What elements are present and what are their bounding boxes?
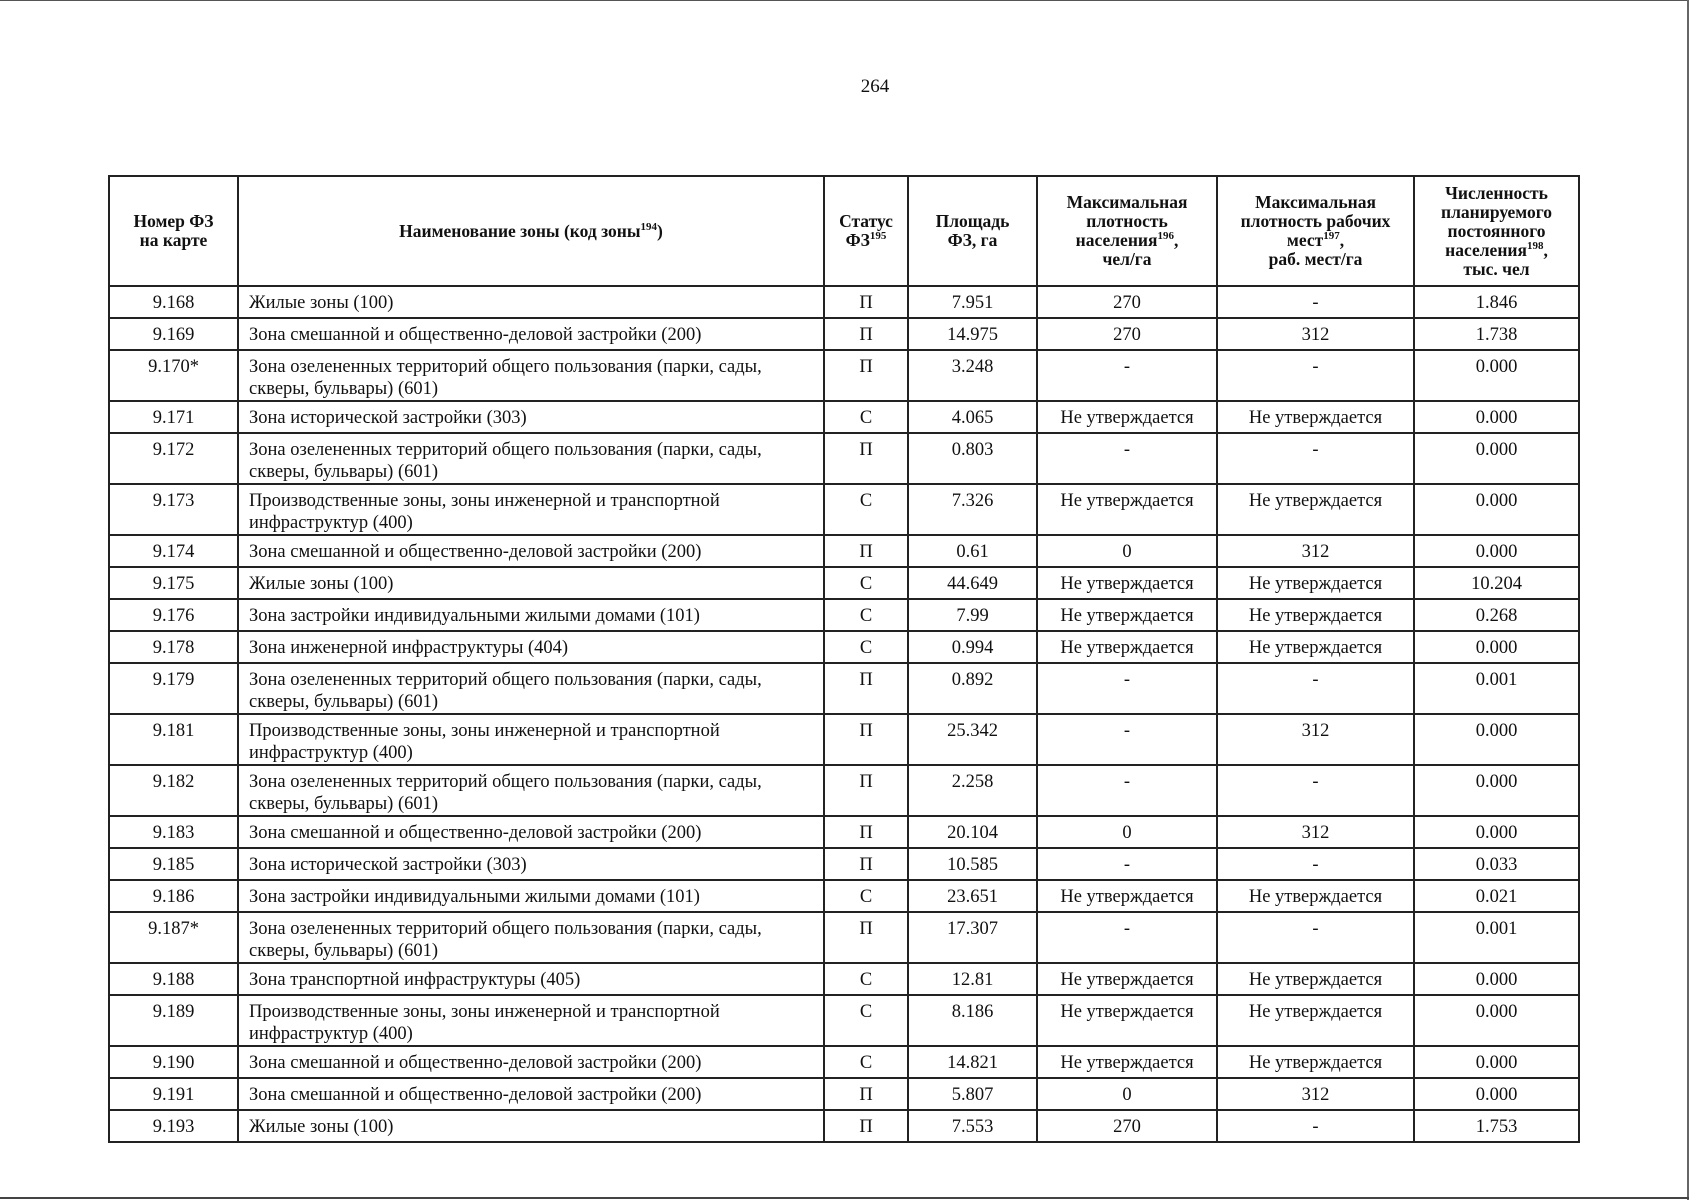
zone-number: 9.190	[109, 1046, 238, 1078]
planned-population: 1.753	[1414, 1110, 1579, 1142]
population-density: Не утверждается	[1037, 631, 1217, 663]
zone-status: П	[824, 535, 908, 567]
zone-name: Жилые зоны (100)	[238, 1110, 824, 1142]
zone-number: 9.172	[109, 433, 238, 484]
zone-status: П	[824, 714, 908, 765]
planned-population: 0.268	[1414, 599, 1579, 631]
population-density: Не утверждается	[1037, 599, 1217, 631]
population-density: Не утверждается	[1037, 963, 1217, 995]
planned-population: 0.000	[1414, 631, 1579, 663]
table-row	[109, 1110, 1579, 1142]
planned-population: 0.021	[1414, 880, 1579, 912]
zone-name: Жилые зоны (100)	[238, 286, 824, 318]
table-row	[109, 1078, 1579, 1110]
workplace-density: -	[1217, 286, 1414, 318]
table-row	[109, 714, 1579, 765]
zone-name: Зона смешанной и общественно-деловой застройки (200)	[238, 1046, 824, 1078]
zone-status: П	[824, 816, 908, 848]
header-zone-status: Статус ФЗ$^{195}$	[824, 176, 908, 286]
zone-name: Производственные зоны, зоны инженерной и транспортной инфраструктур (400)	[238, 995, 824, 1046]
zone-number: 9.188	[109, 963, 238, 995]
planned-population: 0.000	[1414, 484, 1579, 535]
table-row	[109, 995, 1579, 1046]
population-density: Не утверждается	[1037, 1046, 1217, 1078]
table-row	[109, 401, 1579, 433]
page-number: 264	[860, 76, 890, 97]
population-density: -	[1037, 714, 1217, 765]
zone-status: П	[824, 912, 908, 963]
zone-number: 9.182	[109, 765, 238, 816]
zone-number: 9.185	[109, 848, 238, 880]
planned-population: 0.000	[1414, 963, 1579, 995]
zone-number: 9.183	[109, 816, 238, 848]
planned-population: 0.000	[1414, 816, 1579, 848]
zone-name: Зона исторической застройки (303)	[238, 848, 824, 880]
population-density: -	[1037, 848, 1217, 880]
workplace-density: 312	[1217, 1078, 1414, 1110]
zone-area: 17.307	[908, 912, 1037, 963]
zone-area: 12.81	[908, 963, 1037, 995]
zone-name: Зона озелененных территорий общего пользования (парки, сады, скверы, бульвары) (601)	[238, 663, 824, 714]
zone-status: С	[824, 484, 908, 535]
zone-status: С	[824, 1046, 908, 1078]
zone-status: П	[824, 350, 908, 401]
workplace-density: Не утверждается	[1217, 401, 1414, 433]
zone-number: 9.169	[109, 318, 238, 350]
population-density: Не утверждается	[1037, 880, 1217, 912]
planned-population: 0.000	[1414, 1046, 1579, 1078]
workplace-density: Не утверждается	[1217, 631, 1414, 663]
zone-number: 9.181	[109, 714, 238, 765]
planned-population: 0.000	[1414, 1078, 1579, 1110]
zone-name: Зона транспортной инфраструктуры (405)	[238, 963, 824, 995]
population-density: Не утверждается	[1037, 995, 1217, 1046]
zone-area: 8.186	[908, 995, 1037, 1046]
workplace-density: Не утверждается	[1217, 963, 1414, 995]
population-density: 270	[1037, 1110, 1217, 1142]
zone-area: 7.951	[908, 286, 1037, 318]
table-row	[109, 535, 1579, 567]
planned-population: 10.204	[1414, 567, 1579, 599]
zone-area: 14.975	[908, 318, 1037, 350]
population-density: -	[1037, 912, 1217, 963]
zone-area: 2.258	[908, 765, 1037, 816]
table-row	[109, 631, 1579, 663]
zone-area: 0.994	[908, 631, 1037, 663]
workplace-density: Не утверждается	[1217, 484, 1414, 535]
zone-area: 0.892	[908, 663, 1037, 714]
zone-status: С	[824, 963, 908, 995]
population-density: 270	[1037, 318, 1217, 350]
table-header	[109, 176, 1579, 286]
zone-number: 9.171	[109, 401, 238, 433]
zone-name: Зона исторической застройки (303)	[238, 401, 824, 433]
zone-area: 20.104	[908, 816, 1037, 848]
zone-status: С	[824, 567, 908, 599]
planned-population: 1.846	[1414, 286, 1579, 318]
zone-name: Жилые зоны (100)	[238, 567, 824, 599]
zone-name: Зона смешанной и общественно-деловой застройки (200)	[238, 318, 824, 350]
header-workplace-density: Максимальная плотность рабочих мест$^{197}$, раб. мест/га	[1217, 176, 1414, 286]
workplace-density: Не утверждается	[1217, 995, 1414, 1046]
planned-population: 0.000	[1414, 433, 1579, 484]
header-zone-number: Номер ФЗ на карте	[109, 176, 238, 286]
workplace-density: -	[1217, 848, 1414, 880]
workplace-density: -	[1217, 663, 1414, 714]
workplace-density: 312	[1217, 318, 1414, 350]
zone-name: Производственные зоны, зоны инженерной и транспортной инфраструктур (400)	[238, 484, 824, 535]
zone-number: 9.175	[109, 567, 238, 599]
planned-population: 0.000	[1414, 995, 1579, 1046]
workplace-density: Не утверждается	[1217, 880, 1414, 912]
table-row	[109, 599, 1579, 631]
workplace-density: 312	[1217, 816, 1414, 848]
population-density: -	[1037, 433, 1217, 484]
planned-population: 0.001	[1414, 663, 1579, 714]
zone-name: Производственные зоны, зоны инженерной и транспортной инфраструктур (400)	[238, 714, 824, 765]
zone-status: С	[824, 880, 908, 912]
page-border-bottom	[0, 1197, 1689, 1199]
zone-number: 9.168	[109, 286, 238, 318]
zone-number: 9.191	[109, 1078, 238, 1110]
population-density: Не утверждается	[1037, 567, 1217, 599]
table-row	[109, 318, 1579, 350]
workplace-density: -	[1217, 765, 1414, 816]
table-row	[109, 663, 1579, 714]
table-row	[109, 484, 1579, 535]
planned-population: 0.000	[1414, 714, 1579, 765]
planned-population: 0.001	[1414, 912, 1579, 963]
workplace-density: Не утверждается	[1217, 567, 1414, 599]
zone-status: П	[824, 433, 908, 484]
population-density: 0	[1037, 1078, 1217, 1110]
planned-population: 0.000	[1414, 401, 1579, 433]
zone-area: 14.821	[908, 1046, 1037, 1078]
table-row	[109, 567, 1579, 599]
population-density: 0	[1037, 816, 1217, 848]
zone-area: 5.807	[908, 1078, 1037, 1110]
zone-status: С	[824, 599, 908, 631]
table-body	[109, 286, 1579, 1142]
page-border-top	[0, 0, 1689, 1]
zone-name: Зона озелененных территорий общего пользования (парки, сады, скверы, бульвары) (601)	[238, 912, 824, 963]
zone-status: П	[824, 286, 908, 318]
zone-name: Зона озелененных территорий общего пользования (парки, сады, скверы, бульвары) (601)	[238, 433, 824, 484]
zone-area: 7.553	[908, 1110, 1037, 1142]
table-row	[109, 848, 1579, 880]
zone-number: 9.193	[109, 1110, 238, 1142]
zones-table	[108, 175, 1580, 1143]
workplace-density: Не утверждается	[1217, 1046, 1414, 1078]
planned-population: 0.033	[1414, 848, 1579, 880]
zone-number: 9.186	[109, 880, 238, 912]
zone-area: 25.342	[908, 714, 1037, 765]
zone-name: Зона смешанной и общественно-деловой застройки (200)	[238, 535, 824, 567]
zone-area: 7.99	[908, 599, 1037, 631]
population-density: Не утверждается	[1037, 401, 1217, 433]
workplace-density: -	[1217, 912, 1414, 963]
zone-area: 23.651	[908, 880, 1037, 912]
zone-name: Зона застройки индивидуальными жилыми домами (101)	[238, 880, 824, 912]
zone-area: 4.065	[908, 401, 1037, 433]
zone-area: 0.61	[908, 535, 1037, 567]
workplace-density: 312	[1217, 714, 1414, 765]
zone-status: П	[824, 848, 908, 880]
zone-name: Зона застройки индивидуальными жилыми домами (101)	[238, 599, 824, 631]
table-row	[109, 1046, 1579, 1078]
zone-number: 9.189	[109, 995, 238, 1046]
planned-population: 0.000	[1414, 535, 1579, 567]
header-planned-population: Численность планируемого постоянного населения$^{198}$, тыс. чел	[1414, 176, 1579, 286]
table-row	[109, 286, 1579, 318]
zone-area: 7.326	[908, 484, 1037, 535]
population-density: 0	[1037, 535, 1217, 567]
zone-number: 9.174	[109, 535, 238, 567]
population-density: -	[1037, 663, 1217, 714]
zone-number: 9.187*	[109, 912, 238, 963]
zone-number: 9.179	[109, 663, 238, 714]
zone-number: 9.170*	[109, 350, 238, 401]
population-density: -	[1037, 765, 1217, 816]
table-row	[109, 433, 1579, 484]
header-zone-name: Наименование зоны (код зоны$^{194}$)	[238, 176, 824, 286]
zone-name: Зона смешанной и общественно-деловой застройки (200)	[238, 1078, 824, 1110]
planned-population: 1.738	[1414, 318, 1579, 350]
table-row	[109, 816, 1579, 848]
zone-status: П	[824, 318, 908, 350]
zone-number: 9.176	[109, 599, 238, 631]
zone-name: Зона смешанной и общественно-деловой застройки (200)	[238, 816, 824, 848]
zone-status: П	[824, 765, 908, 816]
population-density: -	[1037, 350, 1217, 401]
table-row	[109, 912, 1579, 963]
zone-status: П	[824, 1110, 908, 1142]
header-population-density: Максимальная плотность населения$^{196}$, чел/га	[1037, 176, 1217, 286]
workplace-density: 312	[1217, 535, 1414, 567]
table-row	[109, 963, 1579, 995]
zone-status: П	[824, 663, 908, 714]
header-zone-area: Площадь ФЗ, га	[908, 176, 1037, 286]
zone-status: С	[824, 631, 908, 663]
workplace-density: -	[1217, 433, 1414, 484]
planned-population: 0.000	[1414, 350, 1579, 401]
zone-number: 9.178	[109, 631, 238, 663]
table-row	[109, 880, 1579, 912]
zone-area: 3.248	[908, 350, 1037, 401]
zone-name: Зона озелененных территорий общего пользования (парки, сады, скверы, бульвары) (601)	[238, 765, 824, 816]
zone-status: С	[824, 995, 908, 1046]
zone-name: Зона озелененных территорий общего пользования (парки, сады, скверы, бульвары) (601)	[238, 350, 824, 401]
zone-number: 9.173	[109, 484, 238, 535]
table-row	[109, 350, 1579, 401]
zone-name: Зона инженерной инфраструктуры (404)	[238, 631, 824, 663]
table-row	[109, 765, 1579, 816]
population-density: 270	[1037, 286, 1217, 318]
planned-population: 0.000	[1414, 765, 1579, 816]
zone-status: П	[824, 1078, 908, 1110]
zone-area: 10.585	[908, 848, 1037, 880]
zone-area: 0.803	[908, 433, 1037, 484]
zone-area: 44.649	[908, 567, 1037, 599]
zone-status: С	[824, 401, 908, 433]
workplace-density: -	[1217, 1110, 1414, 1142]
population-density: Не утверждается	[1037, 484, 1217, 535]
workplace-density: -	[1217, 350, 1414, 401]
workplace-density: Не утверждается	[1217, 599, 1414, 631]
